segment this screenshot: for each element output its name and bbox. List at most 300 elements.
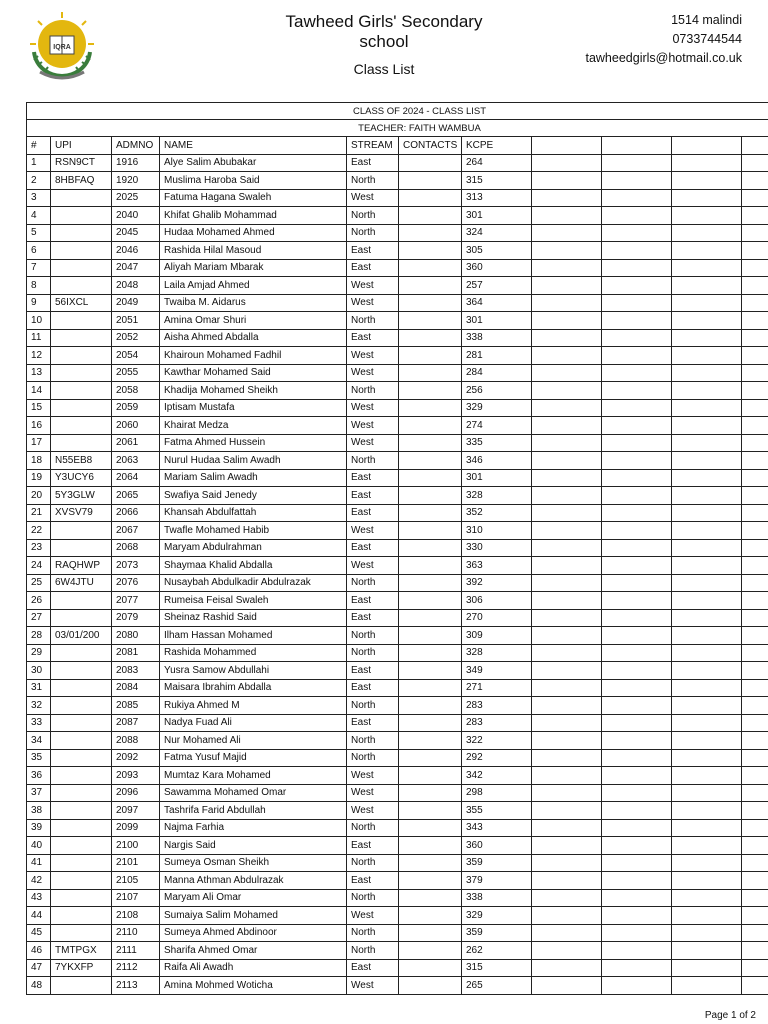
name-cell: Fatma Yusuf Majid [160, 749, 347, 767]
row-number: 23 [27, 539, 51, 557]
stream-cell: North [347, 819, 399, 837]
stream-cell: East [347, 504, 399, 522]
blank-cell [672, 189, 742, 207]
blank-cell [532, 662, 602, 680]
admno-cell: 2076 [112, 574, 160, 592]
table-row [27, 907, 768, 925]
stream-cell: West [347, 557, 399, 575]
blank-cell [602, 749, 672, 767]
blank-cell [602, 767, 672, 785]
kcpe-cell: 328 [462, 644, 532, 662]
kcpe-cell: 329 [462, 399, 532, 417]
stream-cell: North [347, 207, 399, 225]
blank-cell [532, 189, 602, 207]
contacts-cell [399, 942, 462, 960]
table-row [27, 679, 768, 697]
blank-cell [602, 399, 672, 417]
upi-cell [51, 697, 112, 715]
blank-cell [532, 872, 602, 890]
stream-cell: West [347, 399, 399, 417]
upi-cell [51, 329, 112, 347]
kcpe-cell: 313 [462, 189, 532, 207]
blank-cell [532, 172, 602, 190]
blank-cell [532, 154, 602, 172]
blank-cell [672, 942, 742, 960]
admno-cell: 2093 [112, 767, 160, 785]
row-number: 2 [27, 172, 51, 190]
contacts-cell [399, 697, 462, 715]
name-cell: Khairat Medza [160, 417, 347, 435]
upi-cell [51, 924, 112, 942]
name-cell: Raifa Ali Awadh [160, 959, 347, 977]
contacts-cell [399, 242, 462, 260]
kcpe-cell: 256 [462, 382, 532, 400]
name-cell: Rumeisa Feisal Swaleh [160, 592, 347, 610]
blank-cell [672, 732, 742, 750]
kcpe-cell: 360 [462, 837, 532, 855]
table-row [27, 434, 768, 452]
kcpe-cell: 364 [462, 294, 532, 312]
admno-cell: 2063 [112, 452, 160, 470]
name-cell: Khadija Mohamed Sheikh [160, 382, 347, 400]
stream-cell: North [347, 732, 399, 750]
name-cell: Maisara Ibrahim Abdalla [160, 679, 347, 697]
stream-cell: North [347, 627, 399, 645]
table-row [27, 452, 768, 470]
blank-cell [672, 889, 742, 907]
admno-cell: 2061 [112, 434, 160, 452]
contacts-cell [399, 417, 462, 435]
blank-cell [532, 487, 602, 505]
upi-cell [51, 277, 112, 295]
stream-cell: East [347, 592, 399, 610]
name-cell: Khifat Ghalib Mohammad [160, 207, 347, 225]
upi-cell: 6W4JTU [51, 574, 112, 592]
blank-cell [672, 907, 742, 925]
upi-cell: TMTPGX [51, 942, 112, 960]
blank-cell [742, 679, 768, 697]
kcpe-cell: 271 [462, 679, 532, 697]
kcpe-cell: 360 [462, 259, 532, 277]
blank-cell [532, 207, 602, 225]
kcpe-cell: 352 [462, 504, 532, 522]
kcpe-cell: 359 [462, 854, 532, 872]
blank-cell [532, 679, 602, 697]
row-number: 34 [27, 732, 51, 750]
upi-cell [51, 399, 112, 417]
name-cell: Laila Amjad Ahmed [160, 277, 347, 295]
name-cell: Aliyah Mariam Mbarak [160, 259, 347, 277]
contacts-cell [399, 172, 462, 190]
blank-cell [742, 207, 768, 225]
stream-cell: North [347, 889, 399, 907]
admno-cell: 2111 [112, 942, 160, 960]
blank-cell [672, 784, 742, 802]
table-row [27, 294, 768, 312]
blank-cell [602, 679, 672, 697]
name-cell: Ilham Hassan Mohamed [160, 627, 347, 645]
contacts-cell [399, 872, 462, 890]
stream-cell: North [347, 697, 399, 715]
upi-cell: RAQHWP [51, 557, 112, 575]
row-number: 7 [27, 259, 51, 277]
admno-cell: 2051 [112, 312, 160, 330]
blank-cell [672, 644, 742, 662]
table-row [27, 172, 768, 190]
admno-cell: 2092 [112, 749, 160, 767]
contacts-cell [399, 364, 462, 382]
stream-cell: North [347, 749, 399, 767]
blank-cell [672, 802, 742, 820]
title-block [240, 12, 528, 77]
kcpe-cell: 262 [462, 942, 532, 960]
blank-cell [672, 609, 742, 627]
blank-cell [602, 802, 672, 820]
table-row [27, 277, 768, 295]
contacts-cell [399, 749, 462, 767]
blank-cell [602, 382, 672, 400]
blank-cell [532, 329, 602, 347]
contacts-cell [399, 714, 462, 732]
blank-cell [742, 907, 768, 925]
blank-cell [602, 977, 672, 995]
contacts-cell [399, 522, 462, 540]
blank-cell [602, 242, 672, 260]
kcpe-cell: 301 [462, 469, 532, 487]
blank-cell [532, 382, 602, 400]
table-row [27, 417, 768, 435]
upi-cell [51, 312, 112, 330]
blank-cell [742, 487, 768, 505]
kcpe-cell: 338 [462, 329, 532, 347]
table-row [27, 644, 768, 662]
blank-cell [532, 784, 602, 802]
name-cell: Sawamma Mohamed Omar [160, 784, 347, 802]
col-header-contacts: CONTACTS [399, 137, 462, 155]
contacts-cell [399, 154, 462, 172]
col-header-blank [742, 137, 768, 155]
upi-cell [51, 382, 112, 400]
kcpe-cell: 346 [462, 452, 532, 470]
name-cell: Rashida Hilal Masoud [160, 242, 347, 260]
blank-cell [672, 347, 742, 365]
blank-cell [672, 434, 742, 452]
table-row [27, 697, 768, 715]
kcpe-cell: 309 [462, 627, 532, 645]
blank-cell [532, 697, 602, 715]
kcpe-cell: 274 [462, 417, 532, 435]
row-number: 11 [27, 329, 51, 347]
blank-cell [742, 504, 768, 522]
blank-cell [602, 522, 672, 540]
blank-cell [742, 224, 768, 242]
row-number: 21 [27, 504, 51, 522]
table-row [27, 347, 768, 365]
contact-block [585, 11, 742, 68]
name-cell: Iptisam Mustafa [160, 399, 347, 417]
admno-cell: 1916 [112, 154, 160, 172]
name-cell: Alye Salim Abubakar [160, 154, 347, 172]
stream-cell: East [347, 837, 399, 855]
admno-cell: 2054 [112, 347, 160, 365]
blank-cell [602, 487, 672, 505]
stream-cell: North [347, 312, 399, 330]
blank-cell [602, 329, 672, 347]
blank-cell [532, 854, 602, 872]
blank-cell [602, 469, 672, 487]
contact-email: tawheedgirls@hotmail.co.uk [585, 51, 742, 65]
table-row [27, 487, 768, 505]
blank-cell [672, 539, 742, 557]
blank-cell [742, 977, 768, 995]
blank-cell [672, 242, 742, 260]
row-number: 45 [27, 924, 51, 942]
blank-cell [742, 889, 768, 907]
admno-cell: 2099 [112, 819, 160, 837]
name-cell: Kawthar Mohamed Said [160, 364, 347, 382]
blank-cell [602, 854, 672, 872]
admno-cell: 2079 [112, 609, 160, 627]
row-number: 10 [27, 312, 51, 330]
blank-cell [532, 364, 602, 382]
kcpe-cell: 322 [462, 732, 532, 750]
blank-cell [742, 627, 768, 645]
blank-cell [602, 452, 672, 470]
stream-cell: North [347, 574, 399, 592]
table-row [27, 942, 768, 960]
kcpe-cell: 284 [462, 364, 532, 382]
blank-cell [742, 697, 768, 715]
kcpe-cell: 292 [462, 749, 532, 767]
blank-cell [532, 539, 602, 557]
name-cell: Nargis Said [160, 837, 347, 855]
kcpe-cell: 301 [462, 312, 532, 330]
upi-cell [51, 364, 112, 382]
upi-cell [51, 259, 112, 277]
blank-cell [742, 662, 768, 680]
contacts-cell [399, 469, 462, 487]
name-cell: Hudaa Mohamed Ahmed [160, 224, 347, 242]
table-row [27, 662, 768, 680]
contacts-cell [399, 347, 462, 365]
admno-cell: 2068 [112, 539, 160, 557]
name-cell: Manna Athman Abdulrazak [160, 872, 347, 890]
table-row [27, 242, 768, 260]
blank-cell [672, 154, 742, 172]
table-row [27, 592, 768, 610]
blank-cell [672, 627, 742, 645]
upi-cell [51, 592, 112, 610]
contacts-cell [399, 609, 462, 627]
contacts-cell [399, 224, 462, 242]
blank-cell [532, 977, 602, 995]
blank-cell [742, 172, 768, 190]
blank-cell [672, 294, 742, 312]
contacts-cell [399, 662, 462, 680]
row-number: 46 [27, 942, 51, 960]
name-cell: Sharifa Ahmed Omar [160, 942, 347, 960]
table-row [27, 627, 768, 645]
blank-cell [742, 714, 768, 732]
stream-cell: North [347, 854, 399, 872]
row-number: 36 [27, 767, 51, 785]
name-cell: Nusaybah Abdulkadir Abdulrazak [160, 574, 347, 592]
blank-cell [742, 819, 768, 837]
blank-cell [602, 889, 672, 907]
row-number: 48 [27, 977, 51, 995]
kcpe-cell: 298 [462, 784, 532, 802]
name-cell: Najma Farhia [160, 819, 347, 837]
blank-cell [672, 452, 742, 470]
row-number: 15 [27, 399, 51, 417]
name-cell: Nur Mohamed Ali [160, 732, 347, 750]
table-row [27, 749, 768, 767]
row-number: 28 [27, 627, 51, 645]
blank-cell [742, 767, 768, 785]
blank-cell [532, 819, 602, 837]
stream-cell: East [347, 539, 399, 557]
stream-cell: North [347, 942, 399, 960]
admno-cell: 2105 [112, 872, 160, 890]
upi-cell [51, 224, 112, 242]
row-number: 14 [27, 382, 51, 400]
row-number: 30 [27, 662, 51, 680]
table-row [27, 224, 768, 242]
col-header-upi: UPI [51, 137, 112, 155]
kcpe-cell: 328 [462, 487, 532, 505]
kcpe-cell: 324 [462, 224, 532, 242]
blank-cell [672, 697, 742, 715]
class-banner: CLASS OF 2024 - CLASS LIST [27, 103, 768, 120]
blank-cell [602, 837, 672, 855]
table-row [27, 872, 768, 890]
stream-cell: East [347, 662, 399, 680]
row-number: 43 [27, 889, 51, 907]
admno-cell: 2096 [112, 784, 160, 802]
admno-cell: 2081 [112, 644, 160, 662]
blank-cell [672, 172, 742, 190]
upi-cell: 8HBFAQ [51, 172, 112, 190]
school-name: Tawheed Girls' Secondary school [285, 12, 483, 51]
name-cell: Maryam Abdulrahman [160, 539, 347, 557]
name-cell: Tashrifa Farid Abdullah [160, 802, 347, 820]
upi-cell: Y3UCY6 [51, 469, 112, 487]
blank-cell [602, 644, 672, 662]
contacts-cell [399, 889, 462, 907]
stream-cell: North [347, 452, 399, 470]
admno-cell: 2064 [112, 469, 160, 487]
row-number: 4 [27, 207, 51, 225]
kcpe-cell: 363 [462, 557, 532, 575]
contacts-cell [399, 627, 462, 645]
admno-cell: 2046 [112, 242, 160, 260]
row-number: 6 [27, 242, 51, 260]
upi-cell [51, 522, 112, 540]
upi-cell [51, 889, 112, 907]
stream-cell: West [347, 784, 399, 802]
stream-cell: West [347, 522, 399, 540]
table-row [27, 574, 768, 592]
admno-cell: 2080 [112, 627, 160, 645]
row-number: 13 [27, 364, 51, 382]
name-cell: Amina Mohmed Woticha [160, 977, 347, 995]
stream-cell: West [347, 434, 399, 452]
contacts-cell [399, 539, 462, 557]
blank-cell [532, 294, 602, 312]
contacts-cell [399, 907, 462, 925]
blank-cell [672, 872, 742, 890]
stream-cell: North [347, 924, 399, 942]
blank-cell [742, 644, 768, 662]
contacts-cell [399, 767, 462, 785]
admno-cell: 2048 [112, 277, 160, 295]
table-row [27, 784, 768, 802]
name-cell: Muslima Haroba Said [160, 172, 347, 190]
blank-cell [742, 872, 768, 890]
contacts-cell [399, 732, 462, 750]
blank-cell [532, 644, 602, 662]
row-number: 9 [27, 294, 51, 312]
blank-cell [672, 819, 742, 837]
class-list-table [26, 102, 768, 995]
admno-cell: 2088 [112, 732, 160, 750]
name-cell: Sumeya Osman Sheikh [160, 854, 347, 872]
blank-cell [602, 907, 672, 925]
blank-cell [532, 802, 602, 820]
row-number: 35 [27, 749, 51, 767]
admno-cell: 2085 [112, 697, 160, 715]
kcpe-cell: 264 [462, 154, 532, 172]
contacts-cell [399, 259, 462, 277]
row-number: 20 [27, 487, 51, 505]
admno-cell: 2066 [112, 504, 160, 522]
blank-cell [742, 277, 768, 295]
table-row [27, 154, 768, 172]
stream-cell: West [347, 977, 399, 995]
contacts-cell [399, 802, 462, 820]
admno-cell: 2087 [112, 714, 160, 732]
blank-cell [672, 312, 742, 330]
row-number: 8 [27, 277, 51, 295]
blank-cell [742, 329, 768, 347]
col-header-blank [602, 137, 672, 155]
blank-cell [532, 837, 602, 855]
upi-cell: 03/01/200 [51, 627, 112, 645]
stream-cell: North [347, 382, 399, 400]
stream-cell: West [347, 277, 399, 295]
row-number: 41 [27, 854, 51, 872]
name-cell: Mariam Salim Awadh [160, 469, 347, 487]
contacts-cell [399, 399, 462, 417]
contacts-cell [399, 784, 462, 802]
row-number: 22 [27, 522, 51, 540]
upi-cell [51, 539, 112, 557]
blank-cell [742, 259, 768, 277]
blank-cell [742, 434, 768, 452]
blank-cell [532, 627, 602, 645]
blank-cell [742, 189, 768, 207]
blank-cell [742, 452, 768, 470]
kcpe-cell: 343 [462, 819, 532, 837]
stream-cell: East [347, 154, 399, 172]
blank-cell [672, 854, 742, 872]
blank-cell [532, 767, 602, 785]
name-cell: Rashida Mohammed [160, 644, 347, 662]
blank-cell [672, 224, 742, 242]
admno-cell: 2077 [112, 592, 160, 610]
stream-cell: West [347, 347, 399, 365]
table-row [27, 259, 768, 277]
